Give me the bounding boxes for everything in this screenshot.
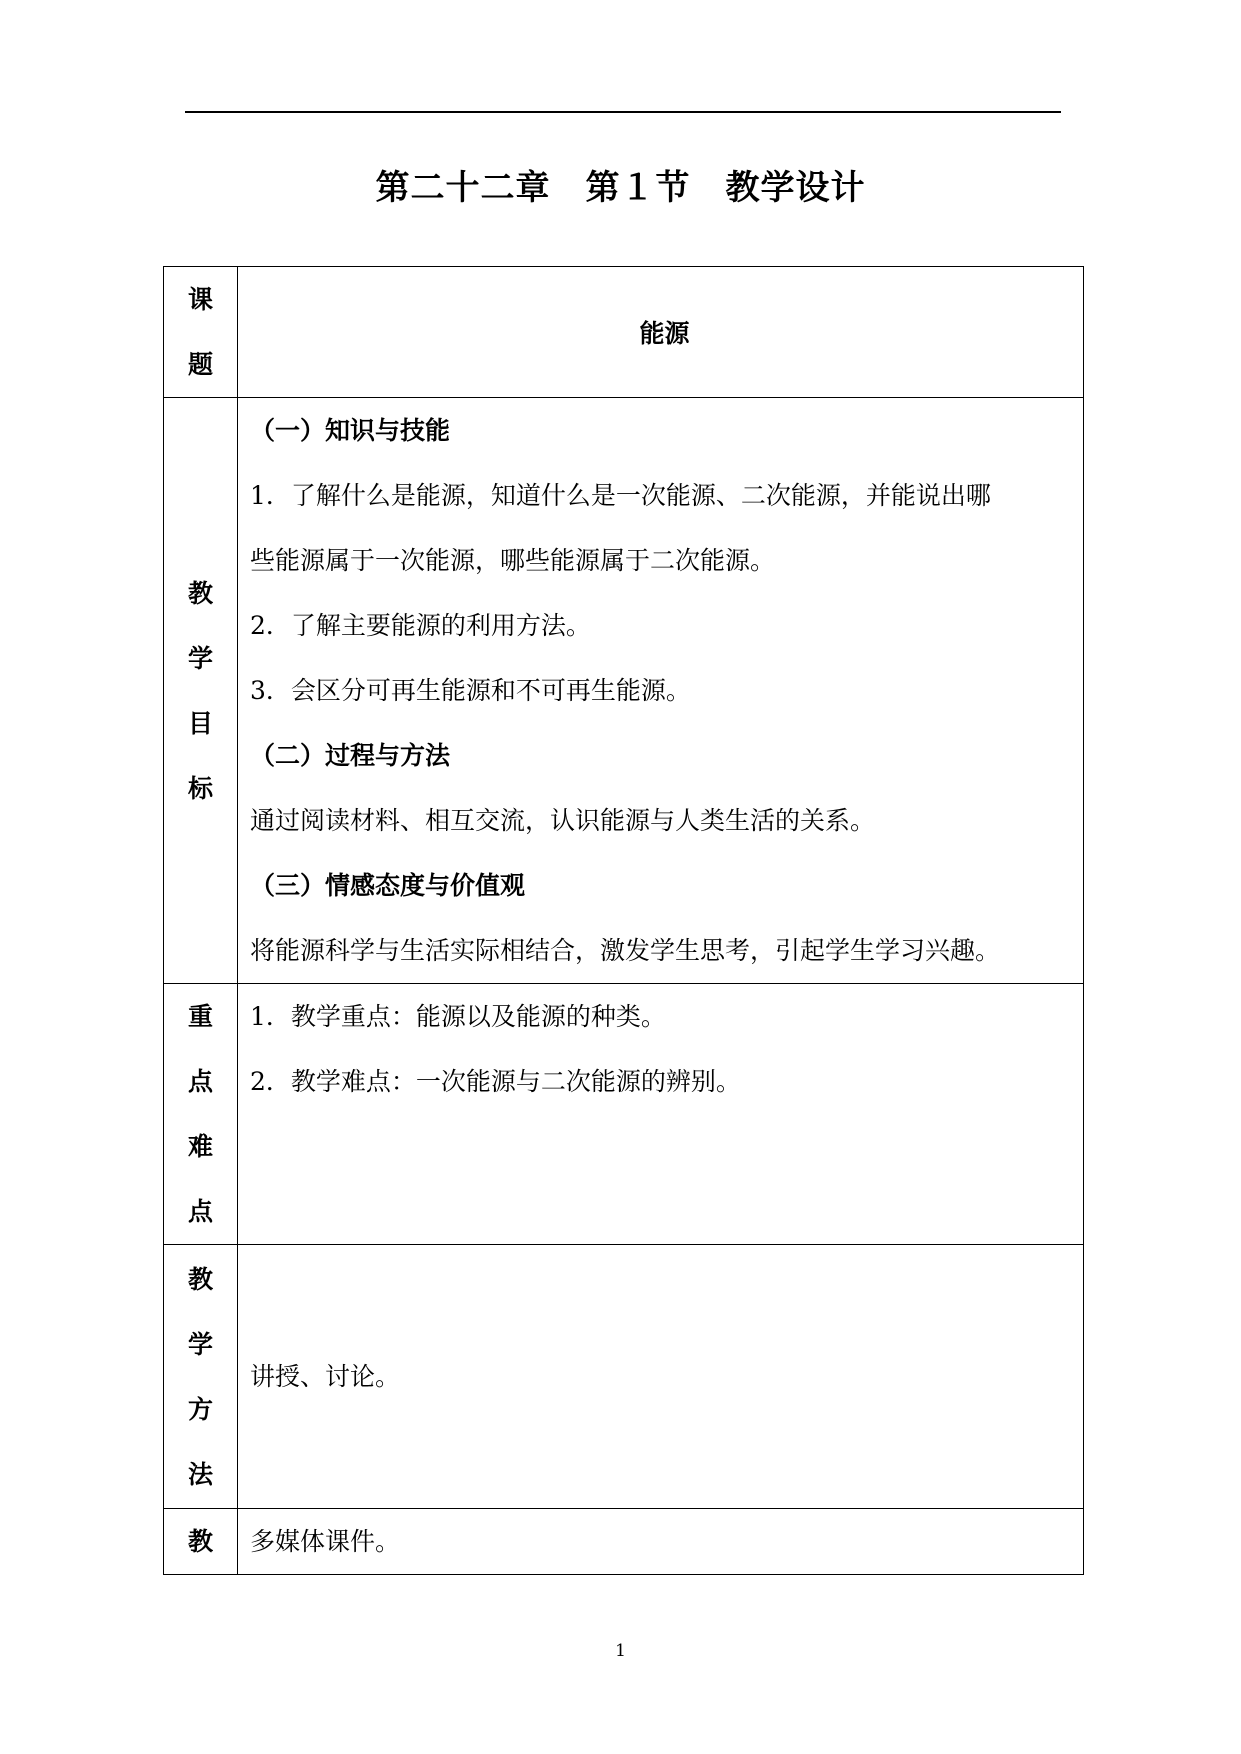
label-char: 题 [187,350,213,379]
table-row-methods [164,1245,1084,1509]
objectives-content [238,398,1084,984]
topic-value: 能源 [238,267,1084,398]
methods-content [238,1245,1084,1509]
header-rule [185,111,1061,113]
label-char: 难 [187,1132,213,1161]
table-row-topic [164,267,1084,398]
key-point-line: 2．教学难点：一次能源与二次能源的辨别。 [250,1067,741,1096]
table-row-resources [164,1509,1084,1575]
table-row-objectives [164,398,1084,984]
objective-line: 些能源属于一次能源，哪些能源属于二次能源。 [250,546,776,575]
label-char: 目 [187,708,213,738]
objective-line: 将能源科学与生活实际相结合，激发学生思考，引起学生学习兴趣。 [250,936,1001,965]
objective-line: 3．会区分可再生能源和不可再生能源。 [250,676,691,705]
row-label-methods [164,1245,238,1509]
label-char: 学 [187,643,213,673]
label-char: 课 [187,285,213,314]
objective-line: 2．了解主要能源的利用方法。 [250,611,591,640]
row-label-topic [164,267,238,398]
document-title: 第二十二章 第１节 教学设计 [375,168,866,208]
resources-value: 多媒体课件。 [250,1527,401,1556]
resources-content [238,1509,1084,1575]
row-label-key-points [164,984,238,1245]
key-points-content [238,984,1084,1245]
label-char: 点 [187,1067,213,1096]
label-char: 点 [187,1197,213,1226]
key-point-line: 1．教学重点：能源以及能源的种类。 [250,1002,666,1031]
label-char: 法 [187,1459,213,1489]
row-label-resources [164,1509,238,1575]
page-number: 1 [615,1641,626,1661]
label-char: 重 [187,1002,213,1031]
methods-value: 讲授、讨论。 [250,1362,401,1391]
objective-line: 通过阅读材料、相互交流，认识能源与人类生活的关系。 [250,806,876,835]
objective-line: 1．了解什么是能源，知道什么是一次能源、二次能源，并能说出哪 [250,481,991,510]
lesson-plan-table [163,266,1084,1575]
section-heading-attitude: （三）情感态度与价值观 [250,871,526,900]
label-char: 标 [187,773,213,803]
label-char: 学 [187,1329,213,1359]
section-heading-knowledge: （一）知识与技能 [250,416,451,445]
label-char: 教 [187,578,213,608]
table-row-key-points [164,984,1084,1245]
label-char: 方 [187,1394,213,1424]
label-char: 教 [187,1264,213,1294]
section-heading-process: （二）过程与方法 [250,741,451,770]
row-label-objectives [164,398,238,984]
label-char: 教 [187,1527,213,1556]
